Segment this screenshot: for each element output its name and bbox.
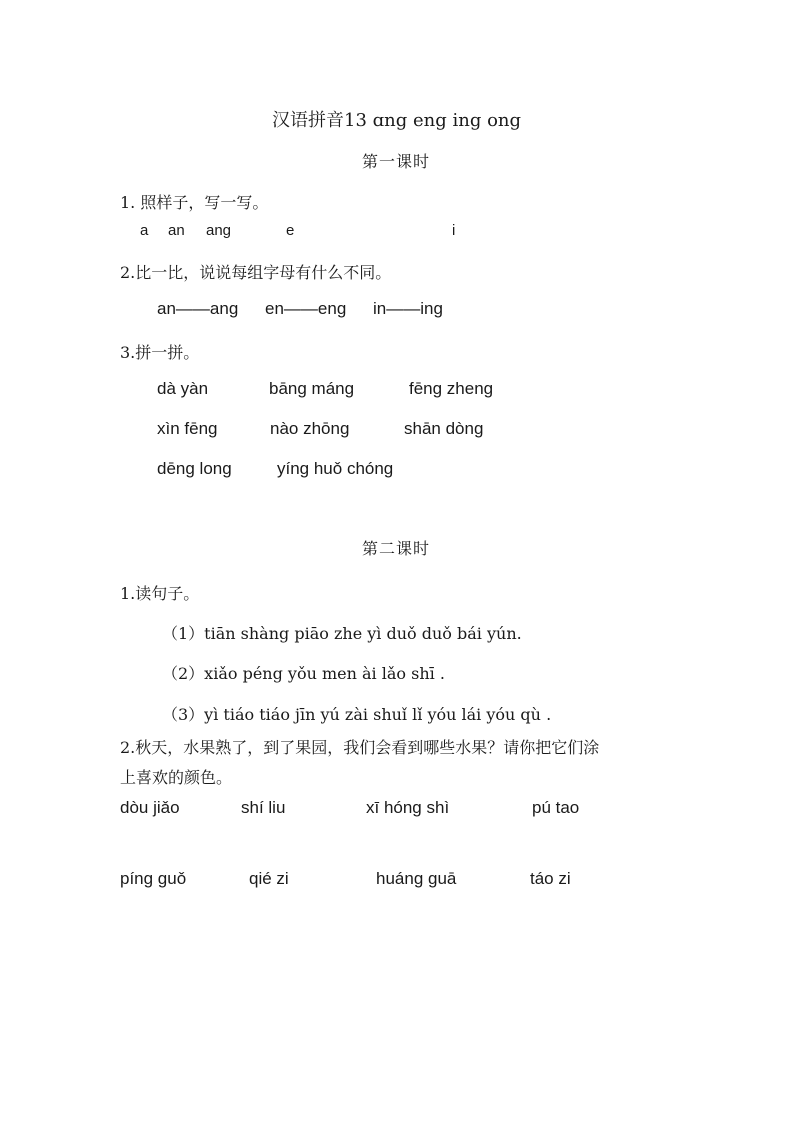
- q1-item-an: an: [168, 222, 185, 239]
- lesson2-q2-prompt-line1: 2.秋天，水果熟了，到了果园，我们会看到哪些水果？请你把它们涂: [120, 738, 600, 757]
- lesson1-q1-prompt: 1. 照样子，写一写。: [120, 193, 269, 212]
- lesson1-heading: 第一课时: [362, 152, 431, 171]
- lesson1-q2-prompt: 2.比一比，说说每组字母有什么不同。: [120, 263, 392, 282]
- page-title: 汉语拼音13 ɑng eng ing ong: [272, 110, 522, 131]
- q3-word: nào zhōng: [270, 419, 350, 438]
- fruit-word: píng guǒ: [120, 869, 187, 888]
- fruit-word: qié zi: [249, 869, 289, 888]
- q3-word: yíng huǒ chóng: [277, 459, 394, 478]
- q3-word: shān dòng: [404, 419, 484, 438]
- q1-item-ang: ang: [206, 222, 232, 239]
- fruit-word: shí liu: [241, 798, 286, 817]
- q1-item-e: e: [286, 222, 295, 239]
- lesson2-heading: 第二课时: [362, 539, 431, 558]
- q1-item-i: i: [452, 222, 456, 239]
- q2-pair-en-eng: en——eng: [265, 299, 347, 318]
- sentence-2: （2）xiǎo péng yǒu men ài lǎo shī .: [162, 664, 445, 683]
- lesson2-q1-prompt: 1.读句子。: [120, 584, 200, 603]
- sentence-3: （3）yì tiáo tiáo jīn yú zài shuǐ lǐ yóu lái yóu qù .: [162, 705, 552, 724]
- q2-pair-an-ang: an——ang: [157, 299, 239, 318]
- q3-word: xìn fēng: [157, 419, 218, 438]
- sentence-1: （1）tiān shàng piāo zhe yì duǒ duǒ bái yún.: [162, 624, 522, 643]
- fruit-word: táo zi: [530, 869, 571, 888]
- q3-word: fēng zheng: [409, 379, 494, 398]
- lesson2-q2-prompt-line2: 上喜欢的颜色。: [120, 768, 233, 787]
- q3-word: dēng long: [157, 459, 232, 478]
- lesson1-q3-prompt: 3.拼一拼。: [120, 343, 200, 362]
- q3-word: bāng máng: [269, 379, 355, 398]
- fruit-word: dòu jiǎo: [120, 798, 180, 817]
- q1-item-a: a: [140, 222, 149, 239]
- fruit-word: huáng guā: [376, 869, 457, 888]
- fruit-word: xī hóng shì: [366, 798, 450, 817]
- q3-word: dà yàn: [157, 379, 209, 398]
- q2-pair-in-ing: in——ing: [373, 299, 443, 318]
- fruit-word: pú tao: [532, 798, 580, 817]
